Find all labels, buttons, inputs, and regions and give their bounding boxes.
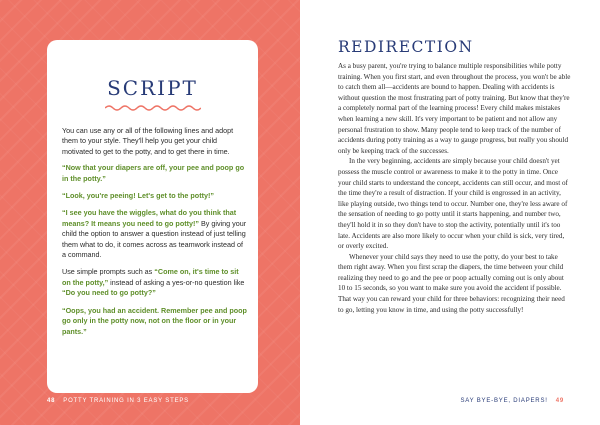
right-page [300, 0, 600, 425]
script-line-3-block [62, 208, 248, 260]
prompt-mid: instead of asking a yes-or-no question like [108, 277, 245, 287]
section-title: REDIRECTION [338, 38, 474, 56]
intro-text: You can use any or all of the following lines and adopt them to your style. They'll help you get your child motivated to get to the potty, and to get there in time. [62, 126, 234, 156]
page-number-right: 49 [555, 398, 564, 404]
wavy-underline [105, 104, 201, 112]
body-text [338, 61, 571, 315]
card-body [62, 126, 248, 344]
folio-left [47, 398, 189, 404]
running-head-right: SAY BYE-BYE, DIAPERS! [460, 398, 548, 404]
prompt-quote-2: “Do you need to go potty?” [62, 288, 156, 298]
script-card [47, 40, 258, 393]
script-line-2: “Look, you're peeing! Let's get to the potty!” [62, 191, 214, 201]
script-line-4: “Oops, you had an accident. Remember pee and poop go only in the potty now, not on the floor or in your pants.” [62, 305, 247, 336]
script-line-3-explanation: By giving your child the option to answer a question instead of just telling them what to do, it comes across as teamwork instead of a command. [62, 218, 247, 260]
paragraph-2: In the very beginning, accidents are simply because your child doesn't yet possess the muscle control or awareness to make it to the potty in time. Once your child starts to understand the concept, accidents can still occur, and most of the time they're a result of distraction. If your child is engrossed in an activity, like playing outside, two things tend to occur. Number one, they're less aware of the sensation of needing to go potty until it starts happening, and number two, they'll hold it in so they don't have to stop the activity, potentially until it's too late. Accidents are also more likely to occur when your child is sick, very tired, or overly excited. [338, 157, 568, 251]
running-head-left: POTTY TRAINING IN 3 EASY STEPS [63, 398, 189, 404]
prompt-quote-1: “Come on, it's time to sit on the potty,” [62, 267, 239, 287]
page-number-left: 48 [47, 398, 56, 404]
paragraph-1: As a busy parent, you're trying to balance multiple responsibilities while potty training. When you first start, and even throughout the process, you won't be able to catch them all—accidents are bound to happen. Dealing with accidents is without question the most frustrating part of potty training. But know that they're a completely normal part of the learning process! Every child makes mistakes when learning a new skill. It's very important to be patient and not allow any personal frustration to show. Many people tend to keep track of the number of accidents during potty training as a way to gauge progress, but really you should only be keeping track of the successes. [338, 62, 571, 155]
folio-right [460, 398, 564, 404]
paragraph-3: Whenever your child says they need to use the potty, do your best to take them right away. When you first scrap the diapers, the time between your child realizing they need to go and the pee or poop actually coming out is only about 10 to 15 seconds, so you want to make sure you avoid the accident if possible. That way you can reward your child for three behaviors: recognizing their need to go, letting you know in time, and using the potty successfully! [338, 252, 565, 314]
script-line-3: “I see you have the wiggles, what do you think that means? It means you need to go potty!” [62, 208, 237, 228]
card-title: SCRIPT [107, 76, 198, 100]
prompt-paragraph [62, 267, 248, 298]
script-line-1: “Now that your diapers are off, your pee and poop go in the potty.” [62, 163, 245, 183]
prompt-pre: Use simple prompts such as [62, 267, 155, 277]
